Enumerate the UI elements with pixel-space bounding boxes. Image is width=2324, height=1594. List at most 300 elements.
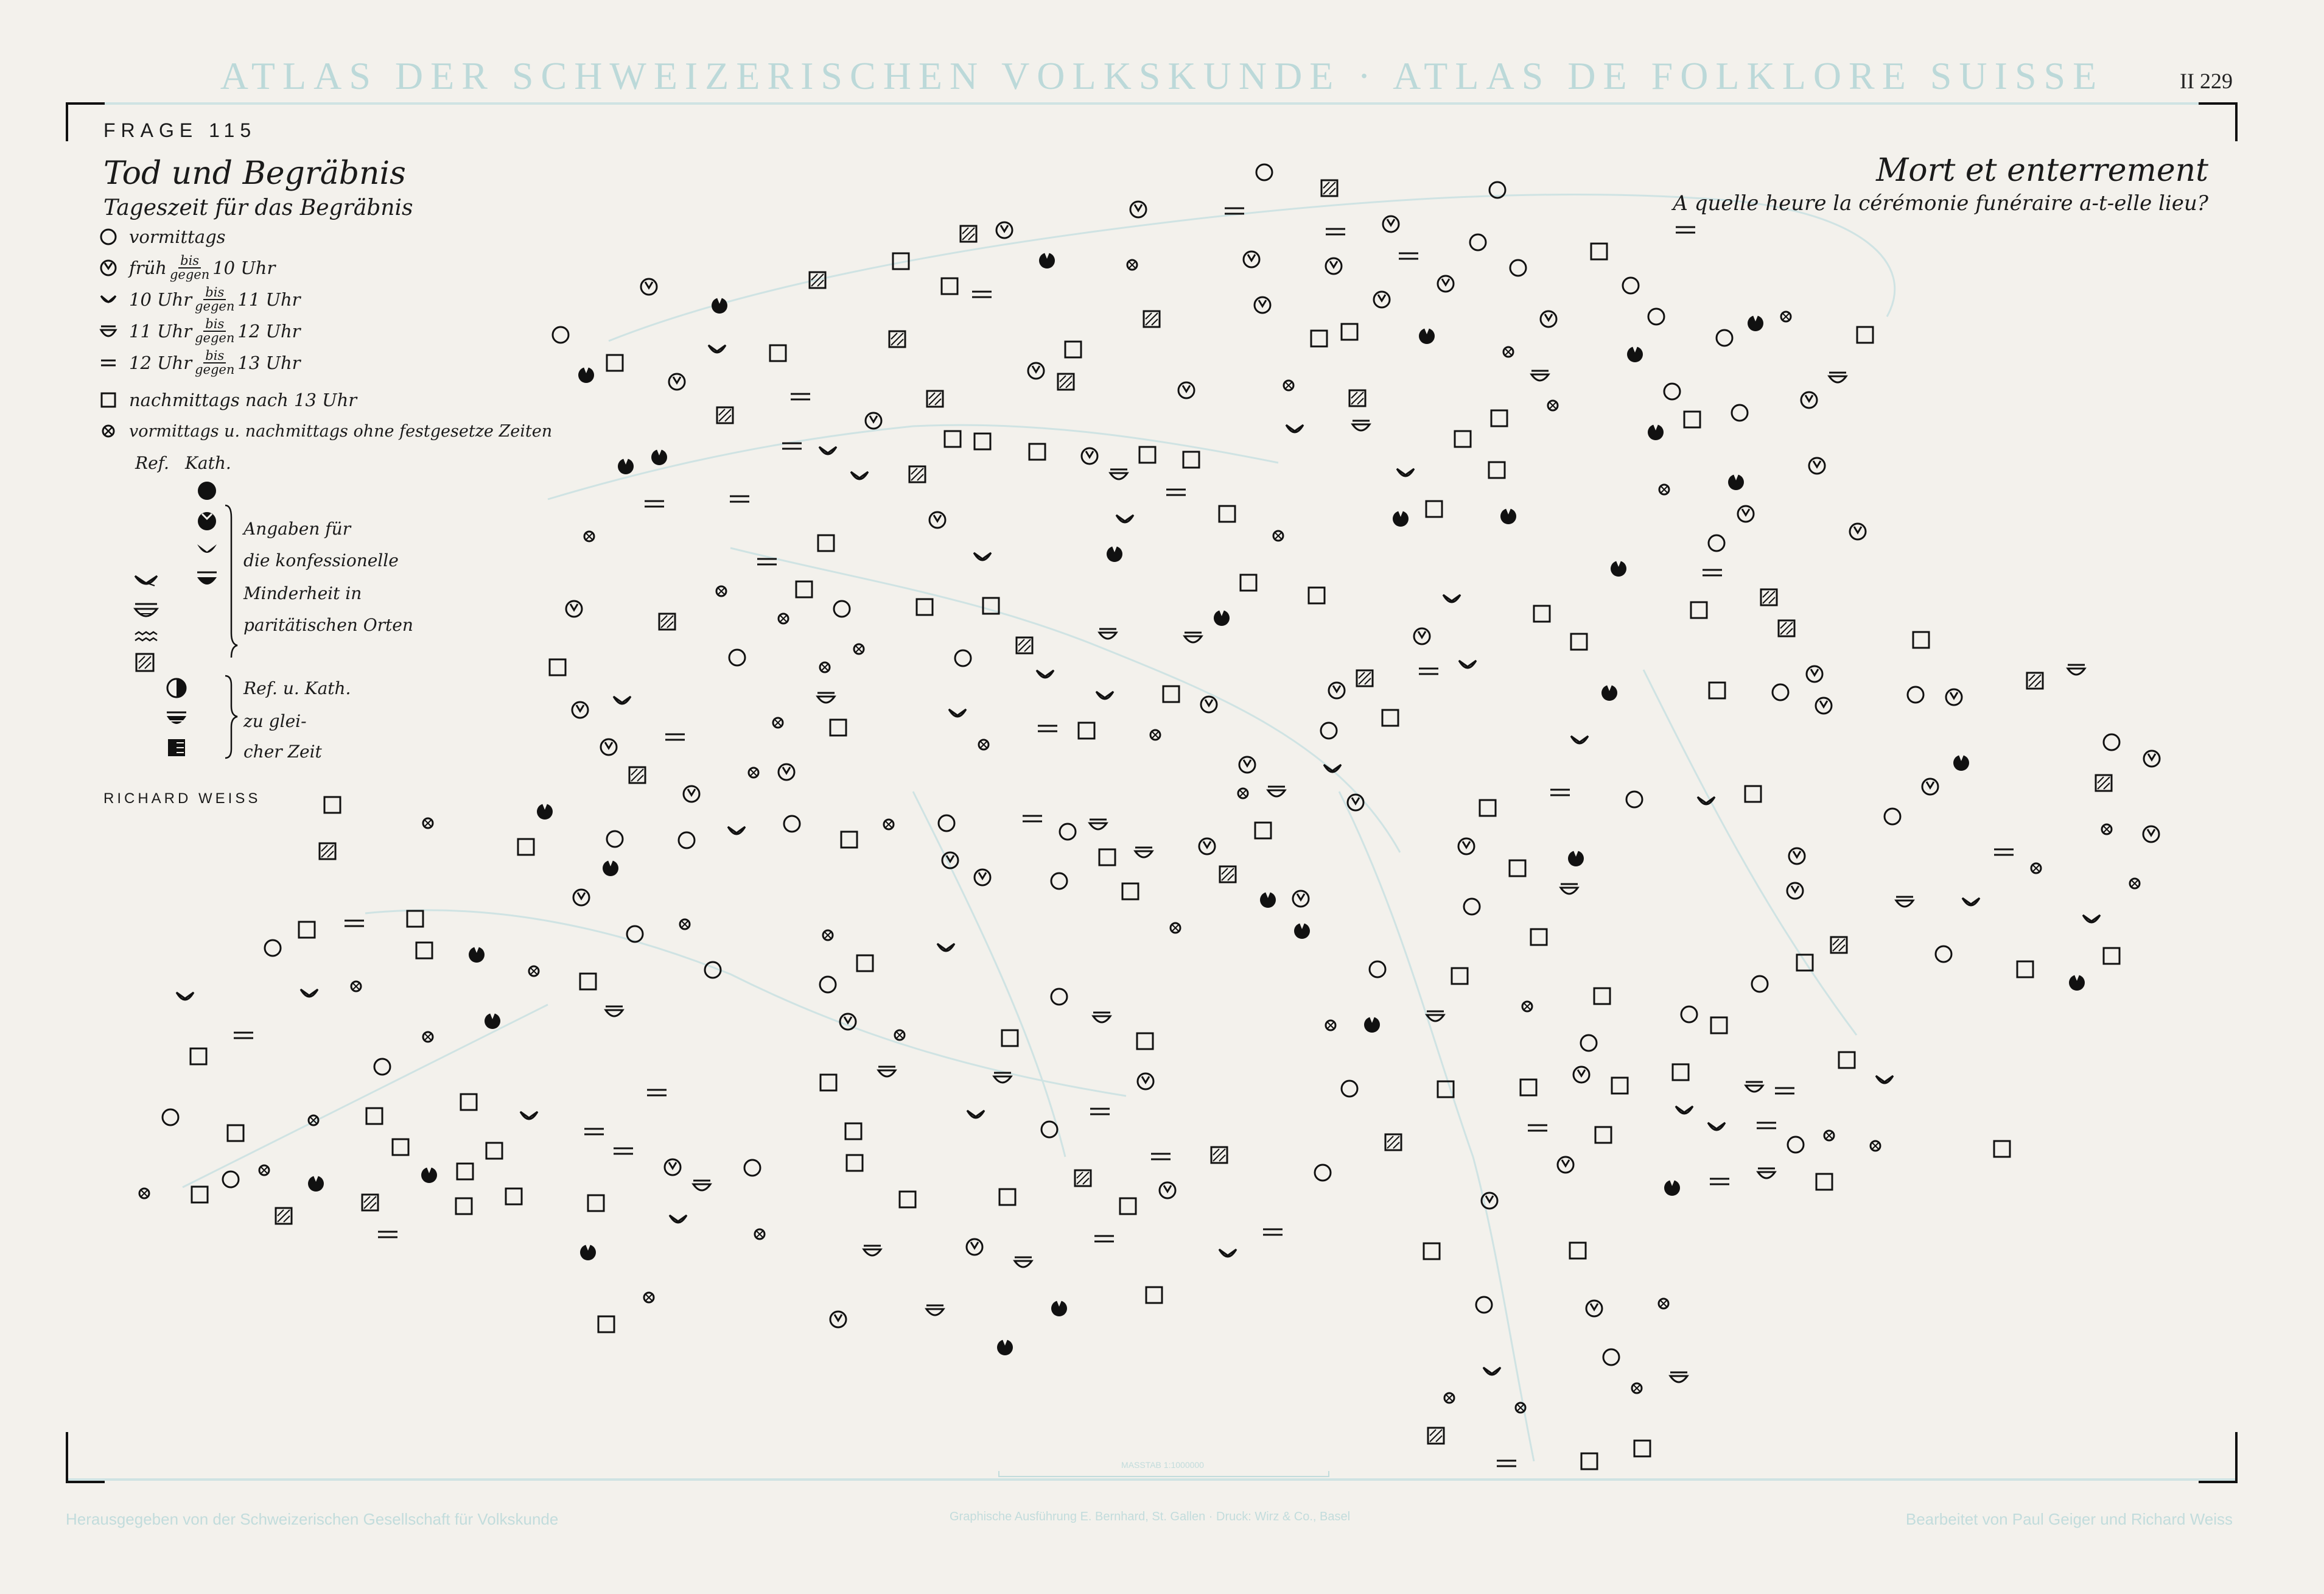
map-symbol-cv <box>2143 826 2159 842</box>
map-symbol-fill <box>1728 474 1744 490</box>
map-symbol-cv <box>1809 458 1825 474</box>
title-french-block <box>1673 152 2208 216</box>
map-symbol-cv <box>1801 392 1817 408</box>
map-symbol-o <box>1623 278 1639 293</box>
map-symbol-cv <box>1082 448 1097 464</box>
map-symbol-fill <box>997 1339 1013 1355</box>
legend-same-line3: cher Zeit <box>243 742 322 762</box>
map-symbol-eq <box>1263 1229 1283 1235</box>
map-symbol-eq <box>584 1129 604 1134</box>
map-symbol-sq <box>818 535 834 551</box>
map-symbol-cv <box>1138 1073 1153 1089</box>
map-symbol-fill <box>578 367 594 383</box>
map-symbol-x <box>749 768 758 778</box>
map-symbol-cup <box>301 989 318 997</box>
map-symbol-cv <box>1130 202 1146 217</box>
map-symbol-semi <box>1896 897 1913 907</box>
map-symbol-sq <box>1480 800 1496 816</box>
map-symbol-semi <box>1353 421 1370 430</box>
map-symbol-fill <box>537 804 553 820</box>
map-symbol-fill <box>1748 315 1763 331</box>
map-symbol-o <box>834 601 850 617</box>
title-block <box>103 119 413 220</box>
subtitle-french: A quelle heure la cérémonie funéraire a-t-elle lieu? <box>1673 191 2208 216</box>
map-symbol-x <box>979 740 989 750</box>
map-symbol-eq <box>1703 570 1722 575</box>
map-symbol-x <box>584 532 594 541</box>
map-symbol-sq <box>821 1075 836 1090</box>
title-german: Tod und Begräbnis <box>103 155 406 192</box>
map-symbol-sq <box>580 974 596 989</box>
map-symbol-sq <box>1219 506 1235 522</box>
map-symbol-o <box>784 816 800 832</box>
map-symbol-cup <box>670 1215 687 1223</box>
semicircle-bar-symbol-icon <box>99 321 118 341</box>
bis-label: bis <box>203 286 226 300</box>
map-symbol-eq <box>1757 1123 1776 1128</box>
map-symbol-o <box>1370 961 1385 977</box>
map-symbol-sq <box>1684 412 1700 427</box>
map-symbol-fill <box>308 1176 324 1192</box>
map-symbol-sq <box>1581 1453 1597 1469</box>
map-symbol-sq <box>506 1188 522 1204</box>
map-symbol-semi <box>1099 629 1116 639</box>
map-symbol-o <box>1256 164 1272 180</box>
map-symbol-cup <box>937 944 954 951</box>
map-symbol-o <box>1936 946 1951 962</box>
map-symbol-cup <box>1037 670 1054 678</box>
map-symbol-cup <box>1116 515 1133 522</box>
map-symbol-cv <box>1816 698 1832 714</box>
legend-afternoon <box>99 390 357 410</box>
map-symbol-sq <box>975 434 990 449</box>
map-symbol-cup <box>1676 1106 1693 1114</box>
legend-ten-fraction <box>195 286 234 313</box>
map-symbol-x <box>351 981 361 991</box>
map-symbol-sqh <box>629 767 645 783</box>
map-symbol-sq <box>845 1123 861 1139</box>
map-symbol-sq <box>1745 786 1761 802</box>
legend-ten-pre: 10 Uhr <box>129 289 192 310</box>
bis-label: bis <box>178 255 201 269</box>
legend-minority-line4: paritätischen Orten <box>243 615 413 635</box>
legend-twelve-post: 13 Uhr <box>237 353 301 373</box>
map-symbol-sq <box>393 1139 408 1155</box>
map-symbol-cv <box>1738 506 1754 522</box>
map-symbol-x <box>854 644 864 654</box>
map-symbol-cv <box>1438 276 1454 292</box>
map-symbol-cv <box>665 1159 681 1175</box>
map-symbol-x <box>1824 1131 1834 1140</box>
map-symbol-sqh <box>659 614 675 630</box>
map-symbol-sq <box>1691 602 1707 618</box>
legend-early <box>99 255 275 281</box>
map-symbol-sq <box>518 839 534 855</box>
map-symbol-sq <box>457 1164 473 1179</box>
map-symbol-cv <box>1244 251 1259 267</box>
map-symbol-sqh <box>1220 866 1236 882</box>
map-symbol-cup <box>1096 692 1113 699</box>
gegen-label: gegen <box>195 362 235 377</box>
map-symbol-fill <box>1664 1180 1680 1196</box>
map-symbol-fill <box>1611 561 1626 577</box>
map-symbol-cv <box>1028 363 1044 379</box>
map-symbol-cup <box>709 345 726 353</box>
map-symbol-x <box>1659 485 1669 494</box>
map-symbol-sq <box>1122 883 1138 899</box>
map-symbol-x <box>1238 788 1248 798</box>
map-symbol-semi <box>1531 371 1549 381</box>
map-symbol-eq <box>1775 1088 1794 1094</box>
map-symbol-x <box>1548 401 1558 410</box>
map-symbol-semi <box>1185 633 1202 642</box>
map-symbol-eq <box>1497 1461 1516 1466</box>
map-symbol-o <box>1709 535 1724 551</box>
map-symbol-cv <box>975 869 990 885</box>
map-symbol-eq <box>1038 726 1057 731</box>
map-symbol-cup <box>1324 765 1341 772</box>
map-symbol-cv <box>684 786 699 802</box>
map-symbol-sq <box>1571 634 1587 650</box>
map-symbol-fill <box>1500 508 1516 524</box>
map-symbol-fill <box>1364 1017 1380 1033</box>
map-symbol-cv <box>1946 689 1962 705</box>
map-symbol-cv <box>1348 795 1363 810</box>
legend-both <box>99 421 552 441</box>
map-symbol-cv <box>1160 1182 1175 1198</box>
map-symbol-fill <box>1107 546 1122 562</box>
map-symbol-x <box>1781 312 1791 321</box>
map-symbol-fill <box>469 947 485 963</box>
map-symbol-sq <box>857 955 873 971</box>
map-symbol-eq <box>378 1232 397 1237</box>
map-symbol-sq <box>1570 1243 1586 1259</box>
map-symbol-o <box>1041 1122 1057 1137</box>
map-symbol-sq <box>1489 462 1505 478</box>
map-symbol-cup <box>177 992 194 1000</box>
map-symbol-sq <box>1424 1243 1440 1259</box>
map-symbol-fill <box>421 1167 437 1183</box>
map-symbol-cv <box>967 1239 982 1255</box>
map-symbol-cv <box>1807 666 1822 682</box>
legend-eleven <box>99 318 301 345</box>
map-symbol-sq <box>1382 710 1398 726</box>
ref-twelve-icon <box>135 632 157 641</box>
map-symbol-cv <box>1541 311 1556 327</box>
map-symbol-x <box>1871 1141 1880 1151</box>
legend-minority-line2: die konfessionelle <box>243 550 399 571</box>
legend-morning <box>99 226 226 247</box>
map-symbol-fill <box>2069 975 2085 991</box>
map-symbol-cup <box>851 472 868 479</box>
map-symbol-o <box>223 1171 239 1187</box>
map-scale-label: MASSTAB 1:1000000 <box>1121 1460 1204 1470</box>
map-symbol-sqh <box>717 407 733 423</box>
map-symbol-eq <box>1090 1109 1110 1114</box>
kath-ten-icon <box>197 544 217 553</box>
map-symbol-sq <box>1634 1441 1650 1456</box>
map-symbol-cv <box>1586 1301 1602 1316</box>
map-symbol-sq <box>900 1192 915 1207</box>
map-symbol-eq <box>782 443 802 449</box>
map-symbol-sqh <box>1211 1147 1227 1163</box>
legend-kath-header: Kath. <box>185 453 231 473</box>
map-symbol-semi <box>864 1246 881 1255</box>
map-symbol-sq <box>1534 606 1550 622</box>
same-time-afternoon-icon <box>168 739 185 756</box>
circle-v-symbol-icon <box>99 258 118 278</box>
map-symbol-fill <box>618 458 634 474</box>
map-symbol-cv <box>1458 838 1474 854</box>
map-symbol-x <box>1659 1299 1668 1308</box>
map-symbol-o <box>1510 260 1526 276</box>
map-symbol-eq <box>645 501 664 507</box>
legend-minority-line1: Angaben für <box>243 519 351 539</box>
map-symbol-o <box>1342 1081 1357 1097</box>
map-symbol-x <box>895 1030 905 1040</box>
ref-afternoon-icon <box>136 654 153 671</box>
map-symbol-fill <box>1214 610 1230 626</box>
map-symbol-cv <box>669 374 685 390</box>
map-symbol-x <box>823 930 833 940</box>
map-symbol-cv <box>1558 1157 1573 1173</box>
subtitle-german: Tageszeit für das Begräbnis <box>103 195 413 220</box>
map-symbol-x <box>1284 381 1293 390</box>
map-symbol-cv <box>1922 779 1938 795</box>
map-symbol-x <box>1503 347 1513 357</box>
map-symbol-sqh <box>1357 670 1373 686</box>
map-symbol-x <box>773 718 783 728</box>
map-symbol-o <box>744 1160 760 1176</box>
map-symbol-o <box>1603 1349 1619 1365</box>
map-symbol-cup <box>1876 1076 1893 1083</box>
map-symbol-x <box>1171 923 1180 933</box>
legend-minority-line3: Minderheit in <box>243 583 362 603</box>
map-symbol-o <box>1788 1137 1804 1153</box>
map-symbol-cup <box>1571 736 1588 743</box>
map-symbol-sq <box>192 1187 208 1203</box>
map-symbol-cup <box>1459 661 1476 668</box>
map-symbol-cup <box>967 1111 984 1118</box>
map-symbol-sq <box>1426 501 1442 517</box>
map-symbol-sqh <box>1349 390 1365 406</box>
map-symbol-sq <box>1594 988 1610 1004</box>
map-symbol-x <box>680 919 690 929</box>
map-symbol-sq <box>1857 327 1873 343</box>
map-symbol-sq <box>1139 447 1155 463</box>
map-symbol-x <box>1127 260 1137 270</box>
map-symbol-o <box>1664 384 1680 399</box>
map-symbol-eq <box>730 496 749 502</box>
map-symbol-o <box>163 1109 178 1125</box>
map-symbol-sq <box>796 581 812 597</box>
map-symbol-sq <box>1183 452 1199 468</box>
legend-brace-minority <box>225 505 237 658</box>
map-symbol-sq <box>1491 410 1507 426</box>
map-symbol-cv <box>1239 757 1255 773</box>
map-symbol-sq <box>299 922 315 938</box>
map-symbol-cv <box>840 1014 856 1030</box>
map-symbol-sq <box>1673 1064 1689 1080</box>
map-symbol-eq <box>1326 229 1345 234</box>
map-symbol-x <box>644 1293 654 1302</box>
map-symbol-sq <box>1079 723 1094 739</box>
map-symbol-eq <box>665 734 685 740</box>
bis-label: bis <box>203 349 226 363</box>
map-symbol-x <box>529 966 539 976</box>
map-symbol-o <box>1717 330 1732 346</box>
map-symbol-sq <box>942 278 957 294</box>
map-symbol-semi <box>1093 1013 1110 1022</box>
map-symbol-sq <box>588 1195 604 1211</box>
map-symbol-cup <box>1483 1368 1500 1375</box>
legend-both-label: vormittags u. nachmittags ohne festgesetze Zeiten <box>129 421 553 441</box>
map-symbol-sq <box>191 1048 206 1064</box>
map-symbol-semi <box>1758 1168 1775 1178</box>
map-symbol-o <box>1681 1006 1697 1022</box>
circle-symbol-icon <box>99 227 118 247</box>
map-symbol-sq <box>1816 1174 1832 1190</box>
map-symbol-cv <box>1326 258 1342 274</box>
map-symbol-eq <box>1710 1179 1729 1184</box>
legend-eleven-fraction <box>195 318 234 345</box>
map-symbol-cup <box>728 827 745 834</box>
map-symbol-sqh <box>2096 775 2112 791</box>
map-symbol-semi <box>1135 848 1152 857</box>
map-symbol-sq <box>847 1155 863 1171</box>
map-symbol-x <box>139 1188 149 1198</box>
legend-ref-header: Ref. <box>135 453 169 473</box>
map-symbol-semi <box>1090 820 1107 829</box>
map-symbol-cv <box>866 413 881 429</box>
legend-brace-same-time <box>225 676 237 758</box>
map-symbol-sq <box>830 720 846 736</box>
map-symbol-semi <box>693 1181 710 1190</box>
map-symbol-cup <box>1286 425 1303 432</box>
legend-early-post: 10 Uhr <box>212 258 276 278</box>
map-symbol-sq <box>416 943 432 958</box>
map-symbol-sqh <box>1428 1428 1444 1444</box>
map-symbol-sq <box>598 1316 614 1332</box>
map-symbol-eq <box>1399 253 1418 259</box>
map-symbol-sq <box>1839 1052 1855 1068</box>
map-symbol-sq <box>999 1189 1015 1205</box>
map-symbol-semi <box>2068 665 2085 675</box>
map-symbol-fill <box>1419 328 1435 344</box>
map-symbol-o <box>627 926 643 942</box>
map-symbol-sqh <box>909 466 925 482</box>
map-symbol-semi <box>1829 373 1846 382</box>
map-symbol-sq <box>1029 444 1045 460</box>
map-symbol-sq <box>1002 1030 1018 1046</box>
map-symbol-semi <box>1670 1372 1687 1382</box>
map-symbol-sqh <box>927 391 943 407</box>
map-symbol-eq <box>1151 1154 1171 1159</box>
map-symbol-sq <box>461 1094 477 1110</box>
map-symbol-sq <box>1994 1141 2010 1157</box>
map-symbol-x <box>820 662 830 672</box>
map-symbol-sq <box>550 659 565 675</box>
legend-early-fraction <box>170 255 209 281</box>
map-symbol-o <box>1476 1297 1492 1313</box>
title-french: Mort et enterrement <box>1876 152 2208 189</box>
map-symbol-x <box>1444 1393 1454 1403</box>
map-symbol-o <box>1773 684 1788 700</box>
map-symbol-o <box>729 650 745 665</box>
map-symbol-sqh <box>362 1195 378 1210</box>
map-symbol-sqh <box>810 272 825 288</box>
map-symbol-o <box>1470 234 1486 250</box>
map-symbol-cv <box>573 890 589 905</box>
map-symbol-sq <box>1455 431 1471 447</box>
map-symbol-cv <box>1255 297 1270 313</box>
map-symbol-o <box>265 940 281 956</box>
map-symbol-fill <box>485 1013 500 1029</box>
map-symbol-cv <box>1850 524 1866 539</box>
map-symbol-cup <box>614 697 631 704</box>
map-symbol-fill <box>603 860 618 876</box>
double-bar-symbol-icon <box>99 353 118 373</box>
map-symbol-semi <box>1427 1011 1444 1021</box>
map-symbol-eq <box>234 1033 253 1038</box>
legend-same-line1: Ref. u. Kath. <box>243 678 351 698</box>
map-symbol-semi <box>606 1006 623 1016</box>
map-symbol-fill <box>712 298 727 314</box>
map-symbol-o <box>820 977 836 992</box>
map-symbol-eq <box>1419 669 1438 674</box>
map-symbol-cup <box>1397 469 1414 476</box>
map-symbol-o <box>2104 734 2119 750</box>
kath-early-icon <box>198 482 216 500</box>
map-symbol-fill <box>1294 923 1310 939</box>
map-symbol-sq <box>1255 823 1271 838</box>
map-symbol-fill <box>1953 755 1969 771</box>
map-symbol-eq <box>1528 1125 1547 1131</box>
footer-editors: Bearbeitet von Paul Geiger und Richard Weiss <box>1905 1510 2233 1528</box>
map-symbol-x <box>2031 863 2041 873</box>
map-symbol-semi <box>1110 469 1127 479</box>
map-symbol-cup <box>949 709 966 717</box>
map-symbol-sqh <box>1058 374 1074 390</box>
map-symbol-cv <box>1787 883 1803 899</box>
map-symbol-eq <box>1550 790 1570 795</box>
same-time-eleven-icon <box>167 712 186 724</box>
map-symbol-eq <box>1676 227 1695 233</box>
map-symbol-sqh <box>1321 180 1337 196</box>
map-symbol-sq <box>1595 1127 1611 1143</box>
ref-eleven-icon <box>135 604 157 616</box>
map-symbol-sqh <box>276 1208 292 1224</box>
map-symbol-fill <box>1393 511 1409 527</box>
map-symbol-cv <box>1789 848 1805 864</box>
legend-afternoon-label: nachmittags nach 13 Uhr <box>129 390 357 410</box>
map-symbol-o <box>1060 824 1076 840</box>
map-symbol-sq <box>1241 575 1256 591</box>
map-symbol-sq <box>1342 324 1357 340</box>
map-symbol-sq <box>1711 1017 1727 1033</box>
map-symbol-o <box>1732 405 1748 421</box>
map-symbol-x <box>779 614 788 623</box>
map-symbol-sq <box>1591 244 1607 259</box>
map-symbol-x <box>2102 824 2112 834</box>
map-symbol-cup <box>1219 1249 1236 1257</box>
map-symbol-sq <box>1120 1198 1136 1214</box>
map-symbol-sq <box>1163 686 1179 702</box>
map-symbol-fill <box>580 1245 596 1260</box>
map-symbol-sqh <box>961 226 976 242</box>
map-symbol-eq <box>1166 490 1186 495</box>
map-symbol-sqh <box>889 331 905 347</box>
